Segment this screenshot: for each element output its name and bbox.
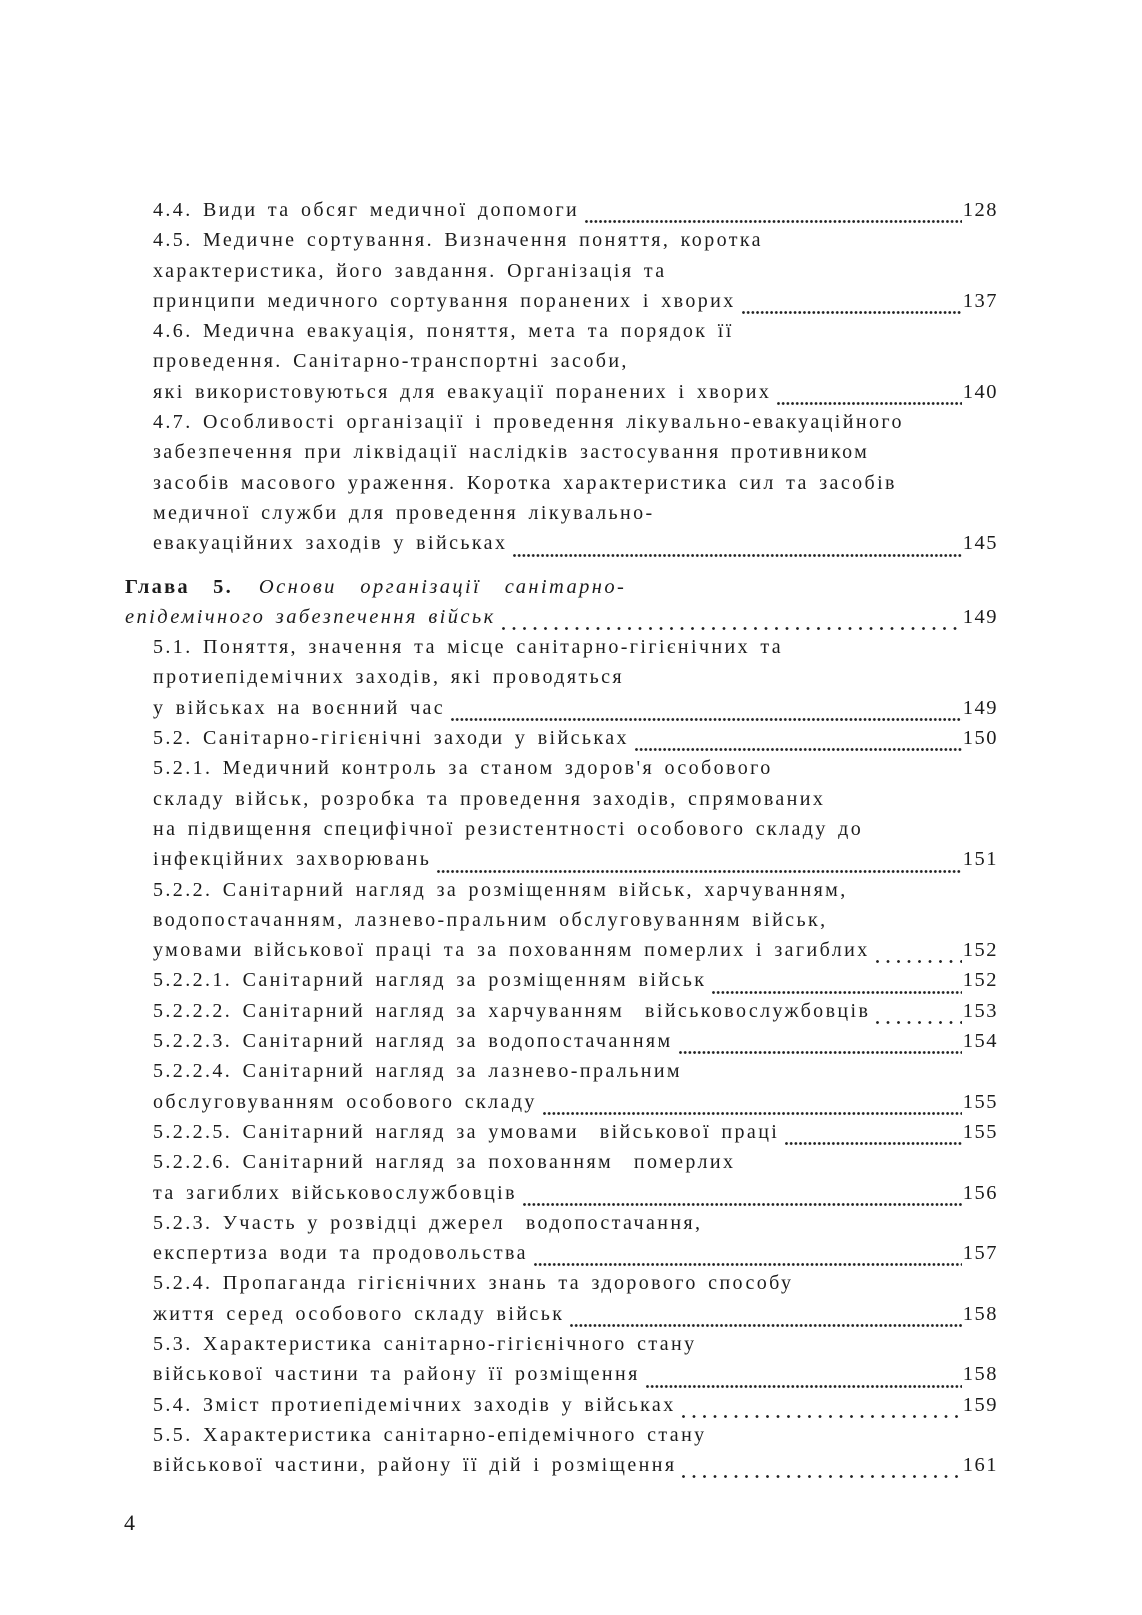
toc-entry: [125, 788, 998, 818]
toc-entry: [125, 1182, 998, 1212]
toc-entry: [125, 381, 998, 411]
toc-entry: [125, 1121, 998, 1151]
toc-entry: [125, 441, 998, 471]
entry-text: 5.4. Зміст протиепідемічних заходів у військах: [153, 1393, 676, 1416]
entry-page: 155: [962, 1120, 998, 1143]
entry-text: водопостачанням, лазнево-пральним обслуговуванням військ,: [153, 908, 828, 931]
dot-leader: [785, 1121, 962, 1151]
entry-text: військової частини та району її розміщення: [153, 1363, 640, 1386]
toc-entry: [125, 969, 998, 999]
dot-leader: [585, 199, 963, 229]
toc-entry: [125, 1030, 998, 1060]
entry-text: 5.2.2.3. Санітарний нагляд за водопостачанням: [153, 1030, 673, 1053]
entry-text: принципи медичного сортування поранених і хворих: [153, 289, 736, 312]
entry-text: на підвищення специфічної резистентності особового складу до: [153, 817, 864, 840]
entry-text: проведення. Санітарно-транспортні засоби,: [153, 350, 629, 373]
entry-text: 4.5. Медичне сортування. Визначення поняття, коротка: [153, 229, 763, 252]
entry-text: 5.2.2.4. Санітарний нагляд за лазнево-пральним: [153, 1060, 682, 1083]
dot-leader: [451, 697, 963, 727]
dot-leader: [742, 290, 963, 320]
toc-entry: [125, 848, 998, 878]
toc-entry: [125, 1303, 998, 1333]
page-number: 4: [124, 1510, 136, 1535]
entry-page: 159: [962, 1393, 998, 1416]
entry-text: у військах на воєнний час: [153, 696, 446, 719]
entry-page: 140: [962, 380, 998, 403]
toc-entry: [125, 576, 998, 606]
entry-page: 154: [962, 1030, 998, 1053]
entry-page: 158: [962, 1302, 998, 1325]
entry-page: 145: [962, 532, 998, 555]
dot-leader: [635, 727, 963, 757]
toc-entry: [125, 1394, 998, 1424]
dot-leader: [679, 1030, 963, 1060]
entry-text: характеристика, його завдання. Організація та: [153, 259, 667, 282]
entry-text: військової частини, району її дій і розміщення: [153, 1454, 677, 1477]
toc-entry: [125, 290, 998, 320]
entry-text: 5.2.2.6. Санітарний нагляд за похованням померлих: [153, 1151, 736, 1174]
entry-text: протиепідемічних заходів, які проводяться: [153, 666, 624, 689]
dot-leader: [876, 939, 963, 969]
toc-entry: [125, 411, 998, 441]
dot-leader: [437, 848, 962, 878]
toc-entry: [125, 757, 998, 787]
entry-text: 4.6. Медична евакуація, поняття, мета та порядок її: [153, 320, 734, 343]
entry-text: 5.2.2.2. Санітарний нагляд за харчуванням військовослужбовців: [153, 999, 871, 1022]
dot-leader: [513, 532, 962, 562]
toc-entry: [125, 727, 998, 757]
dot-leader: [570, 1303, 962, 1333]
toc-entry: [125, 532, 998, 562]
dot-leader: [777, 381, 963, 411]
entry-page: 137: [962, 289, 998, 312]
toc-entry: [125, 1272, 998, 1302]
dot-leader: [682, 1394, 963, 1424]
entry-page: 153: [962, 999, 998, 1022]
entry-text: умовами військової праці та за похованням померлих і загиблих: [153, 939, 870, 962]
toc-entry: [125, 1151, 998, 1181]
toc-entry: [125, 1424, 998, 1454]
toc-entry: [125, 1242, 998, 1272]
entry-page: 157: [962, 1242, 998, 1265]
entry-page: 151: [962, 848, 998, 871]
entry-text: інфекційних захворювань: [153, 848, 432, 871]
dot-leader: [876, 1000, 962, 1030]
dot-leader: [543, 1091, 963, 1121]
entry-page: 158: [962, 1363, 998, 1386]
entry-page: 150: [962, 727, 998, 750]
toc-entry: [125, 606, 998, 636]
entry-text: епідемічного забезпечення військ: [125, 605, 496, 628]
entry-text: 5.2.2.1. Санітарний нагляд за розміщенням військ: [153, 969, 707, 992]
entry-text: медичної служби для проведення лікувально-: [153, 501, 655, 524]
dot-leader: [534, 1242, 963, 1272]
entry-text: Основи організації санітарно-: [258, 575, 627, 598]
entry-text: 5.2.4. Пропаганда гігієнічних знань та здорового способу: [153, 1272, 794, 1295]
entry-page: 152: [962, 939, 998, 962]
entry-text: життя серед особового складу військ: [153, 1302, 565, 1325]
entry-text: 5.3. Характеристика санітарно-гігієнічного стану: [153, 1332, 697, 1355]
entry-page: 128: [962, 199, 998, 221]
entry-page: 155: [962, 1090, 998, 1113]
toc-entry: [125, 636, 998, 666]
entry-page: 149: [962, 696, 998, 719]
entry-page: 152: [962, 969, 998, 992]
entry-text: обслуговуванням особового складу: [153, 1090, 537, 1113]
toc-entry: [125, 260, 998, 290]
entry-text: 4.4. Види та обсяг медичної допомоги: [153, 199, 580, 221]
entry-text: 5.2.1. Медичний контроль за станом здоров'я особового: [153, 757, 773, 780]
entry-text: складу військ, розробка та проведення заходів, спрямованих: [153, 787, 826, 810]
toc-entry: [125, 350, 998, 380]
toc-entry: [125, 879, 998, 909]
entry-text: 5.5. Характеристика санітарно-епідемічного стану: [153, 1423, 707, 1446]
entry-text: 5.2.2.5. Санітарний нагляд за умовами військової праці: [153, 1120, 780, 1143]
entry-page: 156: [962, 1181, 998, 1204]
entry-text: експертиза води та продовольства: [153, 1242, 528, 1265]
toc-entry: [125, 1363, 998, 1393]
toc-entry: [125, 229, 998, 259]
toc-entry: [125, 1060, 998, 1090]
toc-entry: [125, 1091, 998, 1121]
toc-entry: [125, 939, 998, 969]
toc-entry: [125, 909, 998, 939]
entry-text: та загиблих військовослужбовців: [153, 1181, 517, 1204]
dot-leader: [682, 1454, 962, 1484]
toc-list: [125, 199, 998, 1484]
dot-leader: [523, 1182, 963, 1212]
entry-text: забезпечення при ліквідації наслідків застосування противником: [153, 441, 870, 464]
dot-leader: [502, 606, 963, 636]
toc-entry: [125, 1212, 998, 1242]
toc-entry: [125, 818, 998, 848]
entry-text: 5.1. Поняття, значення та місце санітарно-гігієнічних та: [153, 636, 784, 659]
entry-text: які використовуються для евакуації поранених і хворих: [153, 380, 772, 403]
toc-entry: [125, 666, 998, 696]
toc-entry: [125, 1454, 998, 1484]
toc-entry: [125, 697, 998, 727]
toc-entry: [125, 320, 998, 350]
toc-entry: [125, 1000, 998, 1030]
dot-leader: [646, 1363, 963, 1393]
entry-text: евакуаційних заходів у військах: [153, 532, 508, 555]
entry-page: 149: [962, 605, 998, 628]
entry-text: 5.2.3. Участь у розвідці джерел водопостачання,: [153, 1211, 703, 1234]
entry-text: 5.2. Санітарно-гігієнічні заходи у військах: [153, 727, 629, 750]
toc-entry: [125, 472, 998, 502]
toc-entry: [125, 199, 998, 229]
entry-text: 4.7. Особливості організації і проведення лікувально-евакуаційного: [153, 411, 904, 434]
chapter-label: Глава 5.: [125, 575, 233, 598]
toc-entry: [125, 1333, 998, 1363]
toc-entry: [125, 502, 998, 532]
dot-leader: [712, 969, 962, 999]
entry-page: 161: [962, 1454, 998, 1477]
entry-text: 5.2.2. Санітарний нагляд за розміщенням військ, харчуванням,: [153, 878, 848, 901]
entry-text: засобів масового ураження. Коротка характеристика сил та засобів: [153, 471, 897, 494]
